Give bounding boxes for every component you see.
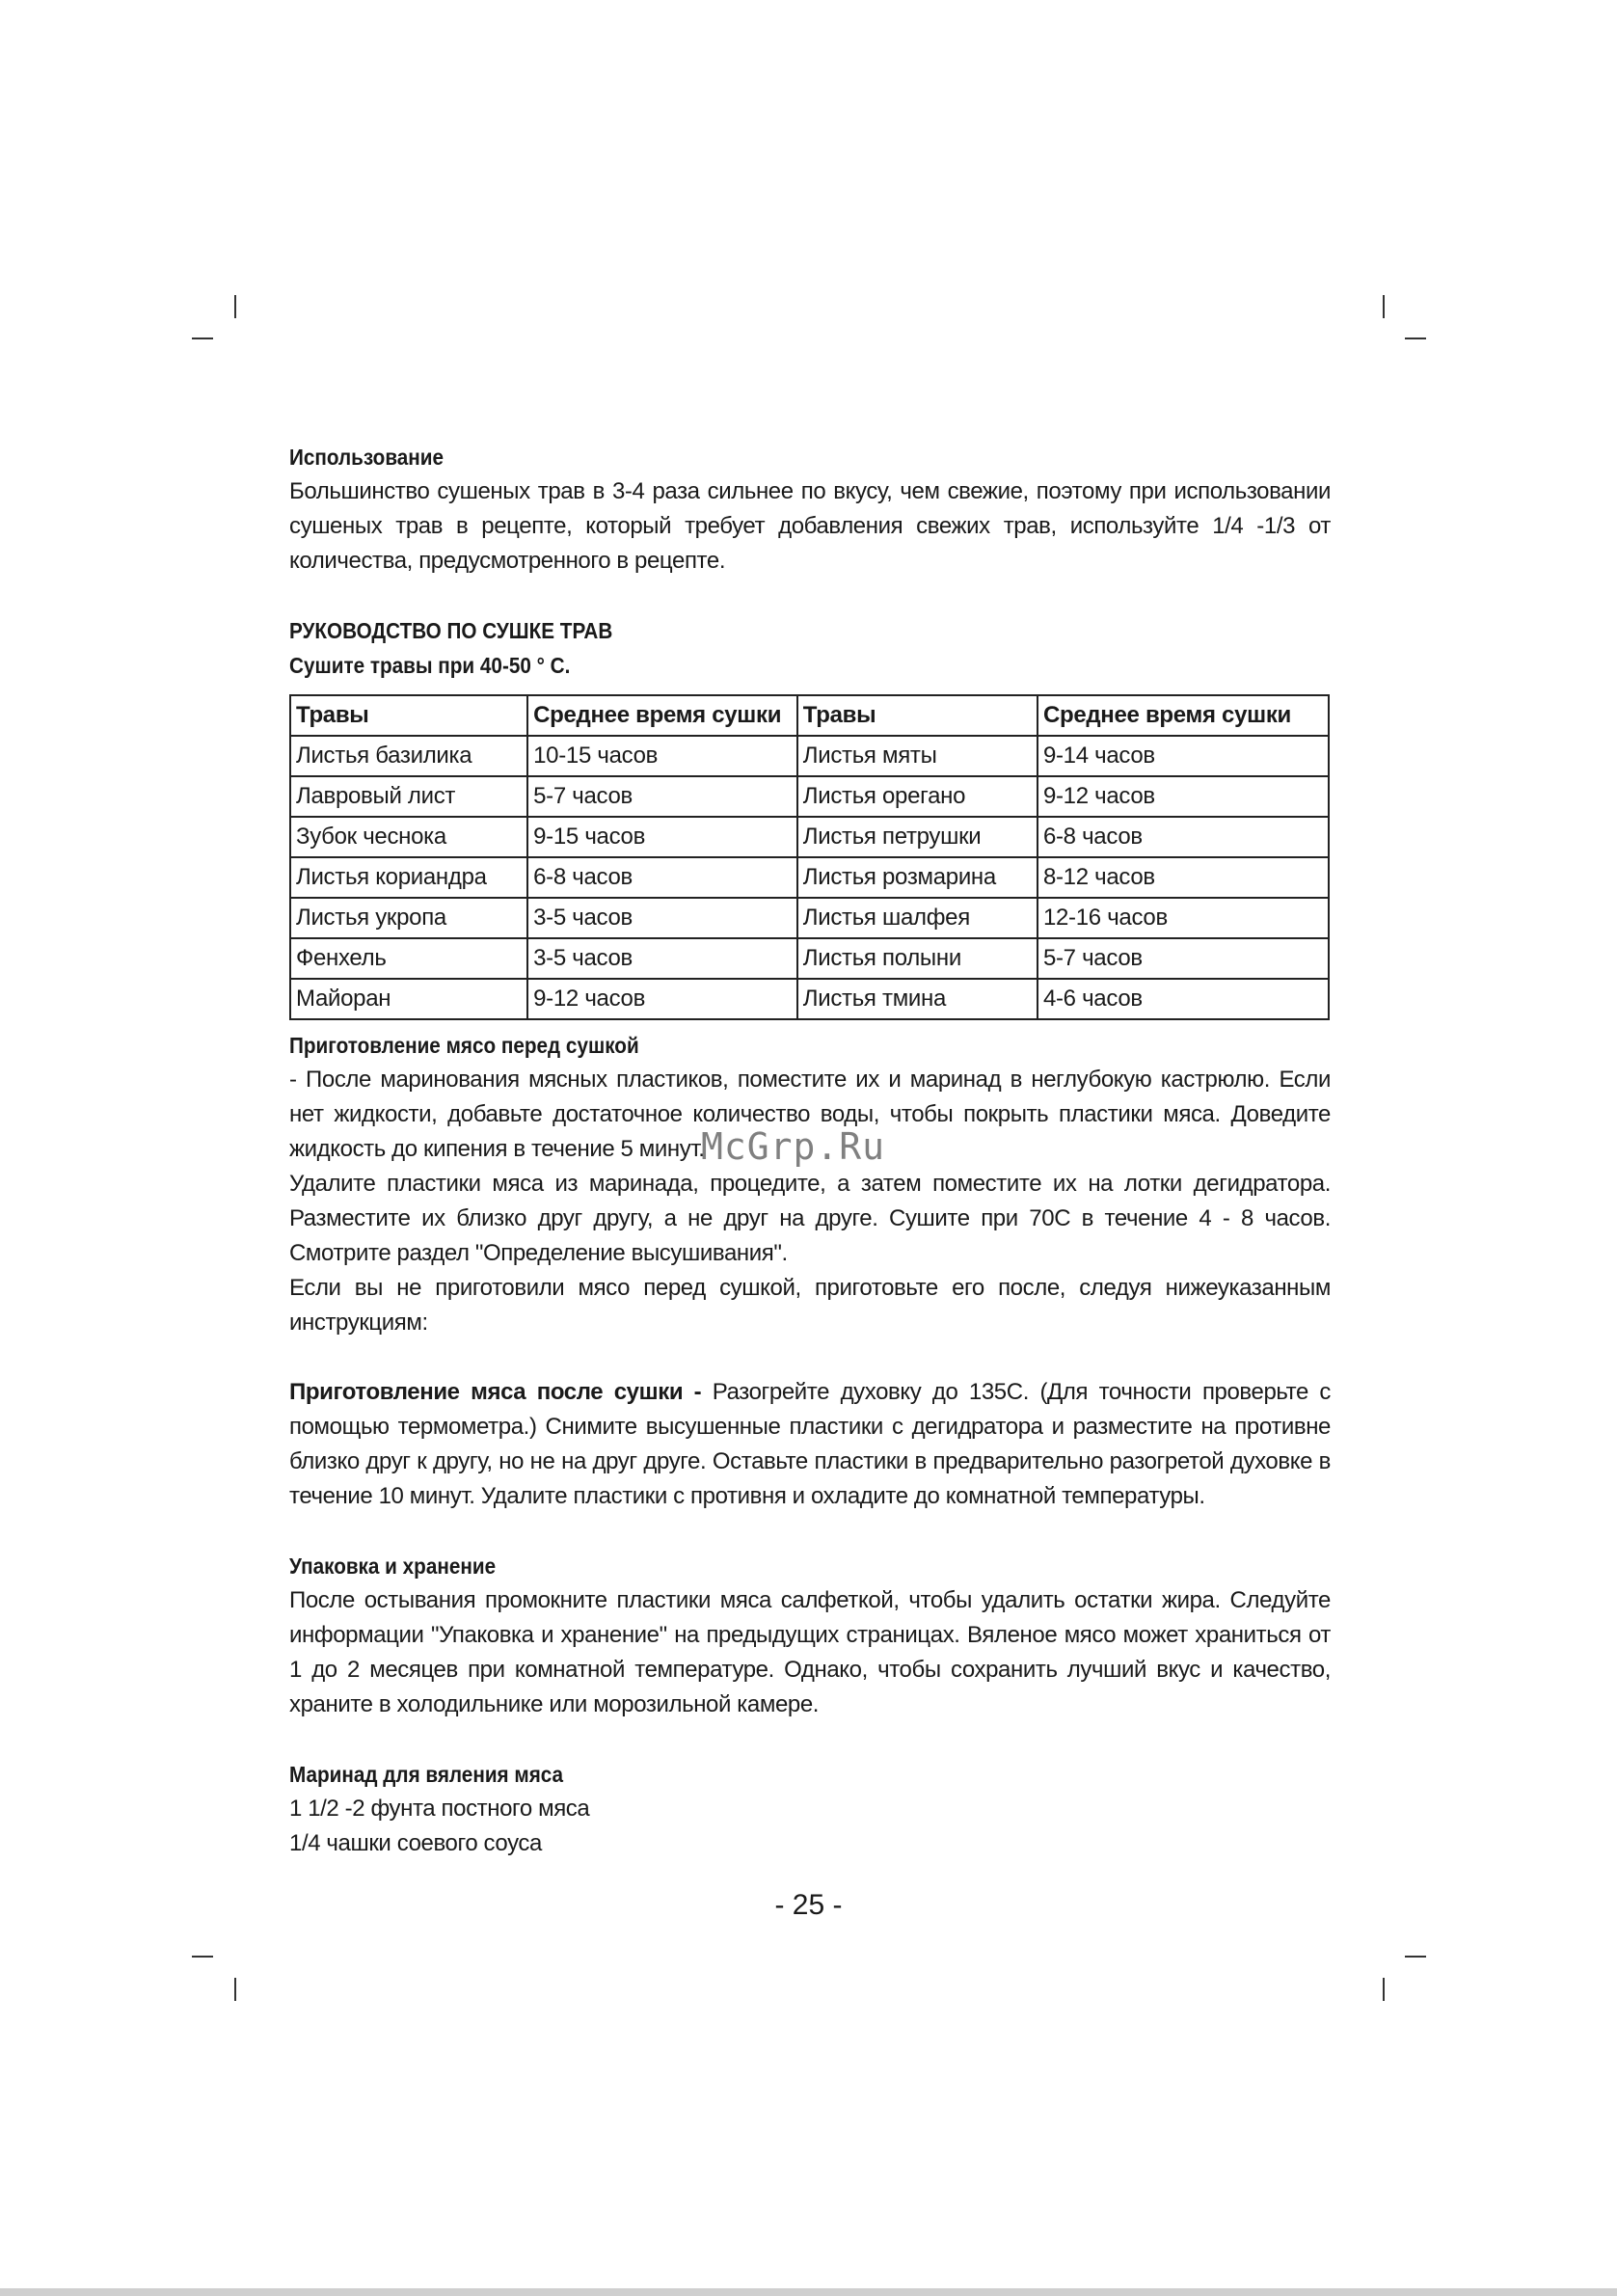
table-header-row	[290, 695, 1329, 736]
table-header-cell: Среднее время сушки	[1038, 695, 1329, 736]
table-cell: Зубок чеснока	[290, 817, 527, 857]
table-cell: Листья петрушки	[797, 817, 1038, 857]
usage-title: Использование	[289, 445, 445, 470]
table-cell: 8-12 часов	[1038, 857, 1329, 898]
table-row	[290, 776, 1329, 817]
table-row	[290, 857, 1329, 898]
meat-before-title: Приготовление мясо перед сушкой	[289, 1033, 639, 1058]
guide-subtitle: Сушите травы при 40-50 ° С.	[289, 653, 571, 678]
crop-mark-bottom-right-horizontal	[1405, 1956, 1426, 1958]
table-cell: Листья шалфея	[797, 898, 1038, 938]
crop-mark-top-left-horizontal	[192, 338, 213, 339]
table-row	[290, 736, 1329, 776]
meat-before-paragraph-1: - После маринования мясных пластиков, поместите их и маринад в неглубокую кастрюлю. Если нет жидкости, добавьте достаточное количество воды, чтобы покрыть пластики мяса. Доведите жидкость до кипения в течение 5 минут.	[289, 1067, 1331, 1162]
table-cell: 9-15 часов	[527, 817, 797, 857]
table-cell: Майоран	[290, 979, 527, 1019]
meat-after-paragraph	[289, 1375, 1331, 1514]
table-cell: Листья розмарина	[797, 857, 1038, 898]
meat-after-title: Приготовление мяса после сушки -	[289, 1379, 702, 1405]
table-cell: 4-6 часов	[1038, 979, 1329, 1019]
table-row	[290, 817, 1329, 857]
table-row	[290, 938, 1329, 979]
table-cell: Листья мяты	[797, 736, 1038, 776]
table-cell: Фенхель	[290, 938, 527, 979]
table-row	[290, 898, 1329, 938]
table-row	[290, 979, 1329, 1019]
packing-paragraph: После остывания промокните пластики мяса салфеткой, чтобы удалить остатки жира. Следуйте информации "Упаковка и хранение" на предыдущих страницах. Вяленое мясо может храниться от 1 до 2 месяцев при комнатной температуре. Однако, чтобы сохранить лучший вкус и качество, храните в холодильнике или морозильной камере.	[289, 1587, 1331, 1717]
table-header-cell: Среднее время сушки	[527, 695, 797, 736]
watermark: McGrp.Ru	[701, 1125, 886, 1168]
table-cell: 6-8 часов	[527, 857, 797, 898]
table-cell: 3-5 часов	[527, 938, 797, 979]
crop-mark-bottom-right-vertical	[1383, 1978, 1385, 2001]
crop-mark-top-right-horizontal	[1405, 338, 1426, 339]
table-cell: Листья укропа	[290, 898, 527, 938]
marinade-line: 1 1/2 -2 фунта постного мяса	[289, 1796, 590, 1822]
table-cell: Листья орегано	[797, 776, 1038, 817]
table-cell: Листья базилика	[290, 736, 527, 776]
page-number: - 25 -	[774, 1889, 843, 1921]
bottom-scan-band	[0, 2288, 1617, 2296]
table-cell: 3-5 часов	[527, 898, 797, 938]
table-cell: 6-8 часов	[1038, 817, 1329, 857]
marinade-title: Маринад для вяления мяса	[289, 1762, 564, 1787]
table-cell: 5-7 часов	[527, 776, 797, 817]
table-cell: Листья кориандра	[290, 857, 527, 898]
table-header-cell: Травы	[797, 695, 1038, 736]
usage-paragraph: Большинство сушеных трав в 3-4 раза сильнее по вкусу, чем свежие, поэтому при использовании сушеных трав в рецепте, который требует добавления свежих трав, используйте 1/4 -1/3 от количества, предусмотренного в рецепте.	[289, 478, 1331, 574]
meat-before-paragraph-2: Удалите пластики мяса из маринада, процедите, а затем поместите их на лотки дегидратора. Разместите их близко друг другу, а не друг на друге. Сушите при 70С в течение 4 - 8 часов. Смотрите раздел "Определение высушивания".	[289, 1171, 1331, 1266]
table-cell: Листья тмина	[797, 979, 1038, 1019]
crop-mark-bottom-left-vertical	[234, 1978, 236, 2001]
packing-title: Упаковка и хранение	[289, 1553, 497, 1579]
meat-before-paragraph-3: Если вы не приготовили мясо перед сушкой, приготовьте его после, следуя нижеуказанным инструкциям:	[289, 1275, 1331, 1336]
table-cell: 10-15 часов	[527, 736, 797, 776]
crop-mark-top-right-vertical	[1383, 295, 1385, 318]
herb-drying-table	[289, 694, 1330, 1020]
table-cell: 9-14 часов	[1038, 736, 1329, 776]
table-cell: 9-12 часов	[527, 979, 797, 1019]
crop-mark-top-left-vertical	[234, 295, 236, 318]
marinade-line: 1/4 чашки соевого соуса	[289, 1830, 542, 1856]
table-cell: Лавровый лист	[290, 776, 527, 817]
table-cell: 9-12 часов	[1038, 776, 1329, 817]
guide-title: РУКОВОДСТВО ПО СУШКЕ ТРАВ	[289, 618, 613, 643]
meat-after-text: Разогрейте духовку до 135С. (Для точности проверьте с помощью термометра.) Снимите высушенные пластики с дегидратора и разместите на противне близко друг к другу, но не на друг друге. Оставьте пластики в предварительно разогретой духовке в течение 10 минут. Удалите пластики с противня и охладите до комнатной температуры.	[289, 1379, 1332, 1509]
crop-mark-bottom-left-horizontal	[192, 1956, 213, 1958]
table-cell: 5-7 часов	[1038, 938, 1329, 979]
table-cell: 12-16 часов	[1038, 898, 1329, 938]
table-header-cell: Травы	[290, 695, 527, 736]
table-cell: Листья полыни	[797, 938, 1038, 979]
